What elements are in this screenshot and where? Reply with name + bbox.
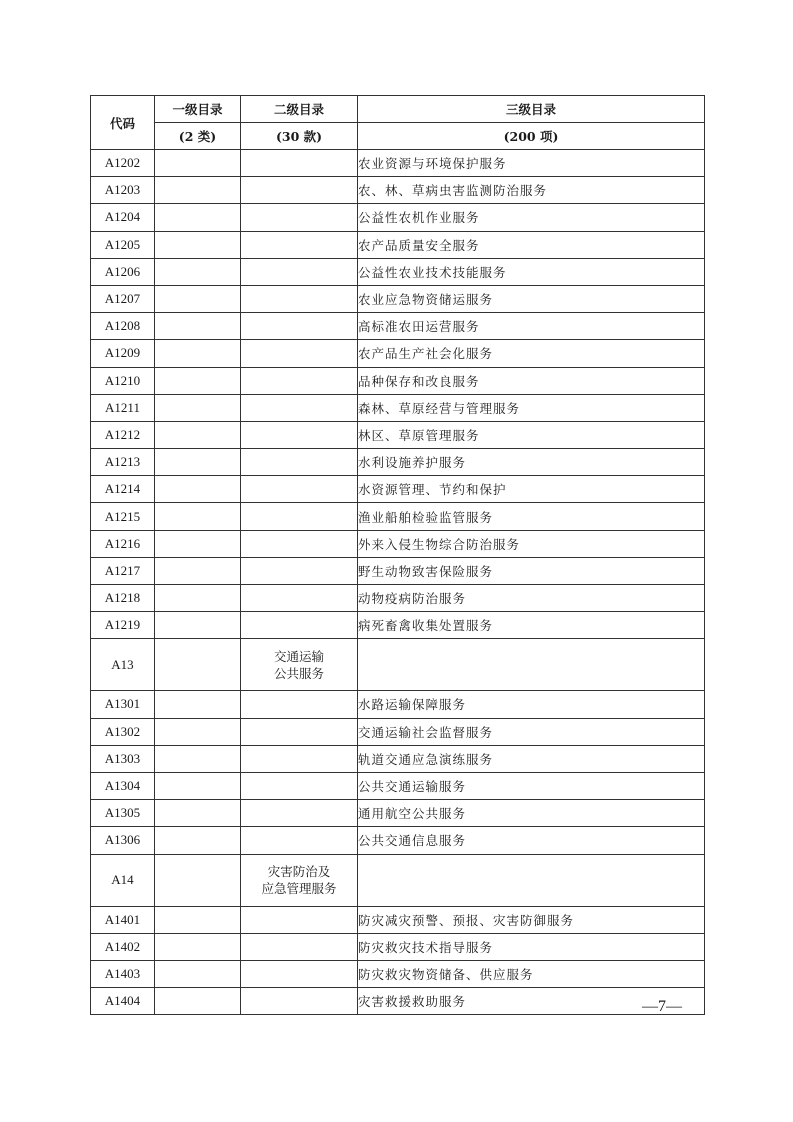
level3-cell — [358, 421, 705, 448]
table-row — [91, 745, 705, 772]
code-cell-text: A1202 — [104, 155, 141, 171]
level3-cell — [358, 906, 705, 933]
code-cell-text: A1305 — [104, 805, 141, 821]
code-cell-text: A1211 — [105, 399, 140, 415]
level3-cell-text: 防灾减灾预警、预报、灾害防御服务 — [358, 912, 575, 928]
table-row — [91, 449, 705, 476]
level2-cell — [241, 394, 358, 421]
code-cell — [91, 476, 155, 503]
level1-cell — [155, 745, 241, 772]
code-cell — [91, 745, 155, 772]
level1-cell — [155, 285, 241, 312]
level3-cell — [358, 639, 705, 691]
level2-cell-text: 灾害防治及 应急管理服务 — [261, 864, 337, 896]
code-cell-text: A1216 — [104, 535, 141, 551]
code-cell — [91, 800, 155, 827]
level3-cell — [358, 258, 705, 285]
level3-cell-text: 防灾救灾技术指导服务 — [358, 939, 494, 955]
code-cell-text: A1217 — [104, 562, 141, 578]
code-cell — [91, 530, 155, 557]
header-level1-count: (2 类) — [155, 123, 241, 150]
code-cell-text: A1204 — [104, 209, 141, 225]
table-row — [91, 854, 705, 906]
level1-cell — [155, 718, 241, 745]
level3-cell — [358, 394, 705, 421]
code-cell — [91, 718, 155, 745]
catalog-table — [90, 95, 705, 1015]
table-row — [91, 340, 705, 367]
table-row — [91, 285, 705, 312]
code-cell — [91, 421, 155, 448]
header-level3: 三级目录 — [358, 96, 705, 123]
level3-cell-text: 水路运输保障服务 — [358, 697, 467, 713]
level3-cell — [358, 585, 705, 612]
level3-cell — [358, 503, 705, 530]
code-cell-text: A1219 — [104, 617, 141, 633]
level1-cell — [155, 557, 241, 584]
level3-cell-text: 农、林、草病虫害监测防治服务 — [358, 183, 548, 199]
code-cell — [91, 394, 155, 421]
level2-cell — [241, 988, 358, 1015]
level1-cell — [155, 960, 241, 987]
code-cell-text: A1214 — [104, 481, 141, 497]
table-row — [91, 367, 705, 394]
level2-cell — [241, 772, 358, 799]
level1-cell — [155, 530, 241, 557]
level1-cell — [155, 612, 241, 639]
code-cell-text: A1401 — [104, 911, 141, 927]
code-cell — [91, 449, 155, 476]
level3-cell — [358, 367, 705, 394]
code-cell — [91, 906, 155, 933]
level2-cell — [241, 745, 358, 772]
table-row — [91, 827, 705, 854]
table-row — [91, 906, 705, 933]
code-cell-text: A1303 — [104, 750, 141, 766]
table-row — [91, 988, 705, 1015]
level2-cell — [241, 960, 358, 987]
level3-cell — [358, 854, 705, 906]
level2-cell — [241, 285, 358, 312]
table-row — [91, 503, 705, 530]
level3-cell-text: 农业资源与环境保护服务 — [358, 156, 507, 172]
table-row — [91, 691, 705, 718]
level3-cell-text: 水资源管理、节约和保护 — [358, 482, 507, 498]
level3-cell-text: 通用航空公共服务 — [358, 806, 467, 822]
code-cell — [91, 557, 155, 584]
code-cell-text: A1209 — [104, 345, 141, 361]
table-body — [91, 150, 705, 1015]
code-cell — [91, 988, 155, 1015]
level3-cell-text: 公益性农机作业服务 — [358, 210, 480, 226]
table-row — [91, 960, 705, 987]
table-row — [91, 612, 705, 639]
level1-cell — [155, 340, 241, 367]
level3-cell-text: 交通运输社会监督服务 — [358, 724, 494, 740]
code-cell — [91, 367, 155, 394]
level2-cell — [241, 854, 358, 906]
code-cell — [91, 313, 155, 340]
level1-cell — [155, 585, 241, 612]
header-code: 代码 — [91, 96, 155, 150]
level3-cell — [358, 772, 705, 799]
level2-cell — [241, 639, 358, 691]
level3-cell-text: 农产品质量安全服务 — [358, 237, 480, 253]
level1-cell — [155, 394, 241, 421]
level3-cell-text: 灾害救援救助服务 — [358, 994, 467, 1010]
code-cell-text: A1304 — [104, 778, 141, 794]
level1-cell — [155, 933, 241, 960]
level3-cell — [358, 530, 705, 557]
level2-cell — [241, 827, 358, 854]
level3-cell-text: 野生动物致害保险服务 — [358, 563, 494, 579]
table-row — [91, 258, 705, 285]
table-row — [91, 772, 705, 799]
code-cell-text: A1402 — [104, 938, 141, 954]
code-cell — [91, 639, 155, 691]
level3-cell-text: 品种保存和改良服务 — [358, 373, 480, 389]
level1-cell — [155, 421, 241, 448]
level3-cell-text: 防灾救灾物资储备、供应服务 — [358, 966, 534, 982]
level3-cell — [358, 204, 705, 231]
code-cell-text: A1207 — [104, 291, 141, 307]
table-row — [91, 530, 705, 557]
table-row — [91, 557, 705, 584]
table-row — [91, 421, 705, 448]
level3-cell — [358, 177, 705, 204]
level1-cell — [155, 800, 241, 827]
level2-cell — [241, 906, 358, 933]
level2-cell — [241, 557, 358, 584]
level3-cell — [358, 960, 705, 987]
code-cell — [91, 772, 155, 799]
level3-cell-text: 轨道交通应急演练服务 — [358, 751, 494, 767]
code-cell-text: A1215 — [104, 508, 141, 524]
table-row — [91, 150, 705, 177]
table-row — [91, 231, 705, 258]
code-cell — [91, 340, 155, 367]
code-cell — [91, 612, 155, 639]
code-cell-text: A1205 — [104, 236, 141, 252]
level3-cell-text: 公共交通信息服务 — [358, 833, 467, 849]
level3-cell — [358, 612, 705, 639]
level2-cell — [241, 340, 358, 367]
code-cell-text: A1404 — [104, 993, 141, 1009]
code-cell-text: A1218 — [104, 590, 141, 606]
level1-cell — [155, 772, 241, 799]
level2-cell — [241, 150, 358, 177]
level2-cell — [241, 313, 358, 340]
level3-cell-text: 公益性农业技术技能服务 — [358, 264, 507, 280]
level1-cell — [155, 827, 241, 854]
code-cell-text: A1403 — [104, 965, 141, 981]
level2-cell — [241, 204, 358, 231]
level3-cell-text: 动物疫病防治服务 — [358, 591, 467, 607]
code-cell — [91, 933, 155, 960]
level3-cell — [358, 231, 705, 258]
code-cell-text: A13 — [111, 656, 134, 672]
code-cell-text: A1213 — [104, 454, 141, 470]
code-cell-text: A1210 — [104, 372, 141, 388]
level1-cell — [155, 367, 241, 394]
header-level1: 一级目录 — [155, 96, 241, 123]
code-cell — [91, 854, 155, 906]
level1-cell — [155, 906, 241, 933]
level2-cell — [241, 503, 358, 530]
header-level2: 二级目录 — [241, 96, 358, 123]
level2-cell — [241, 530, 358, 557]
table-row — [91, 204, 705, 231]
level3-cell-text: 农业应急物资储运服务 — [358, 292, 494, 308]
level1-cell — [155, 503, 241, 530]
code-cell-text: A1212 — [104, 426, 141, 442]
level3-cell — [358, 827, 705, 854]
level1-cell — [155, 313, 241, 340]
code-cell — [91, 691, 155, 718]
level2-cell — [241, 800, 358, 827]
level3-cell — [358, 933, 705, 960]
level3-cell — [358, 718, 705, 745]
level3-cell-text: 森林、草原经营与管理服务 — [358, 400, 521, 416]
code-cell-text: A1301 — [104, 696, 141, 712]
table-row — [91, 177, 705, 204]
level2-cell — [241, 449, 358, 476]
table-row — [91, 313, 705, 340]
page-number: —7— — [642, 998, 682, 1015]
level3-cell-text: 林区、草原管理服务 — [358, 427, 480, 443]
table-row — [91, 718, 705, 745]
code-cell — [91, 960, 155, 987]
level3-cell — [358, 557, 705, 584]
level3-cell — [358, 745, 705, 772]
code-cell — [91, 503, 155, 530]
level2-cell — [241, 718, 358, 745]
level2-cell — [241, 367, 358, 394]
code-cell-text: A14 — [111, 872, 134, 887]
table-row — [91, 639, 705, 691]
level1-cell — [155, 177, 241, 204]
table-row — [91, 585, 705, 612]
level3-cell-text: 外来入侵生物综合防治服务 — [358, 536, 521, 552]
level3-cell — [358, 449, 705, 476]
code-cell-text: A1206 — [104, 263, 141, 279]
level3-cell — [358, 476, 705, 503]
level1-cell — [155, 639, 241, 691]
level2-cell — [241, 476, 358, 503]
level3-cell — [358, 340, 705, 367]
level1-cell — [155, 150, 241, 177]
code-cell — [91, 150, 155, 177]
level2-cell — [241, 612, 358, 639]
level1-cell — [155, 204, 241, 231]
level1-cell — [155, 231, 241, 258]
code-cell — [91, 285, 155, 312]
level1-cell — [155, 988, 241, 1015]
level3-cell — [358, 285, 705, 312]
code-cell-text: A1302 — [104, 723, 141, 739]
code-cell-text: A1203 — [104, 182, 141, 198]
level3-cell-text: 渔业船舶检验监管服务 — [358, 509, 494, 525]
level3-cell — [358, 150, 705, 177]
level3-cell — [358, 691, 705, 718]
level3-cell-text: 高标准农田运营服务 — [358, 319, 480, 335]
code-cell — [91, 258, 155, 285]
level3-cell — [358, 800, 705, 827]
level2-cell — [241, 231, 358, 258]
level2-cell — [241, 421, 358, 448]
code-cell — [91, 204, 155, 231]
level2-cell — [241, 177, 358, 204]
level2-cell-text: 交通运输 公共服务 — [273, 648, 324, 681]
code-cell — [91, 231, 155, 258]
code-cell-text: A1208 — [104, 318, 141, 334]
level3-cell — [358, 313, 705, 340]
level1-cell — [155, 854, 241, 906]
level2-cell — [241, 585, 358, 612]
header-level3-count: (200 项) — [358, 123, 705, 150]
table-row — [91, 394, 705, 421]
header-level2-count: (30 款) — [241, 123, 358, 150]
level3-cell-text: 病死畜禽收集处置服务 — [358, 618, 494, 634]
table-row — [91, 933, 705, 960]
code-cell-text: A1306 — [104, 832, 141, 848]
level3-cell-text: 公共交通运输服务 — [358, 779, 467, 795]
level2-cell — [241, 258, 358, 285]
level2-cell — [241, 933, 358, 960]
table-row — [91, 476, 705, 503]
level1-cell — [155, 691, 241, 718]
code-cell — [91, 827, 155, 854]
code-cell — [91, 585, 155, 612]
table-row — [91, 800, 705, 827]
level3-cell-text: 水利设施养护服务 — [358, 455, 467, 471]
code-cell — [91, 177, 155, 204]
level1-cell — [155, 476, 241, 503]
level1-cell — [155, 258, 241, 285]
level1-cell — [155, 449, 241, 476]
level3-cell-text: 农产品生产社会化服务 — [358, 346, 494, 362]
level2-cell — [241, 691, 358, 718]
